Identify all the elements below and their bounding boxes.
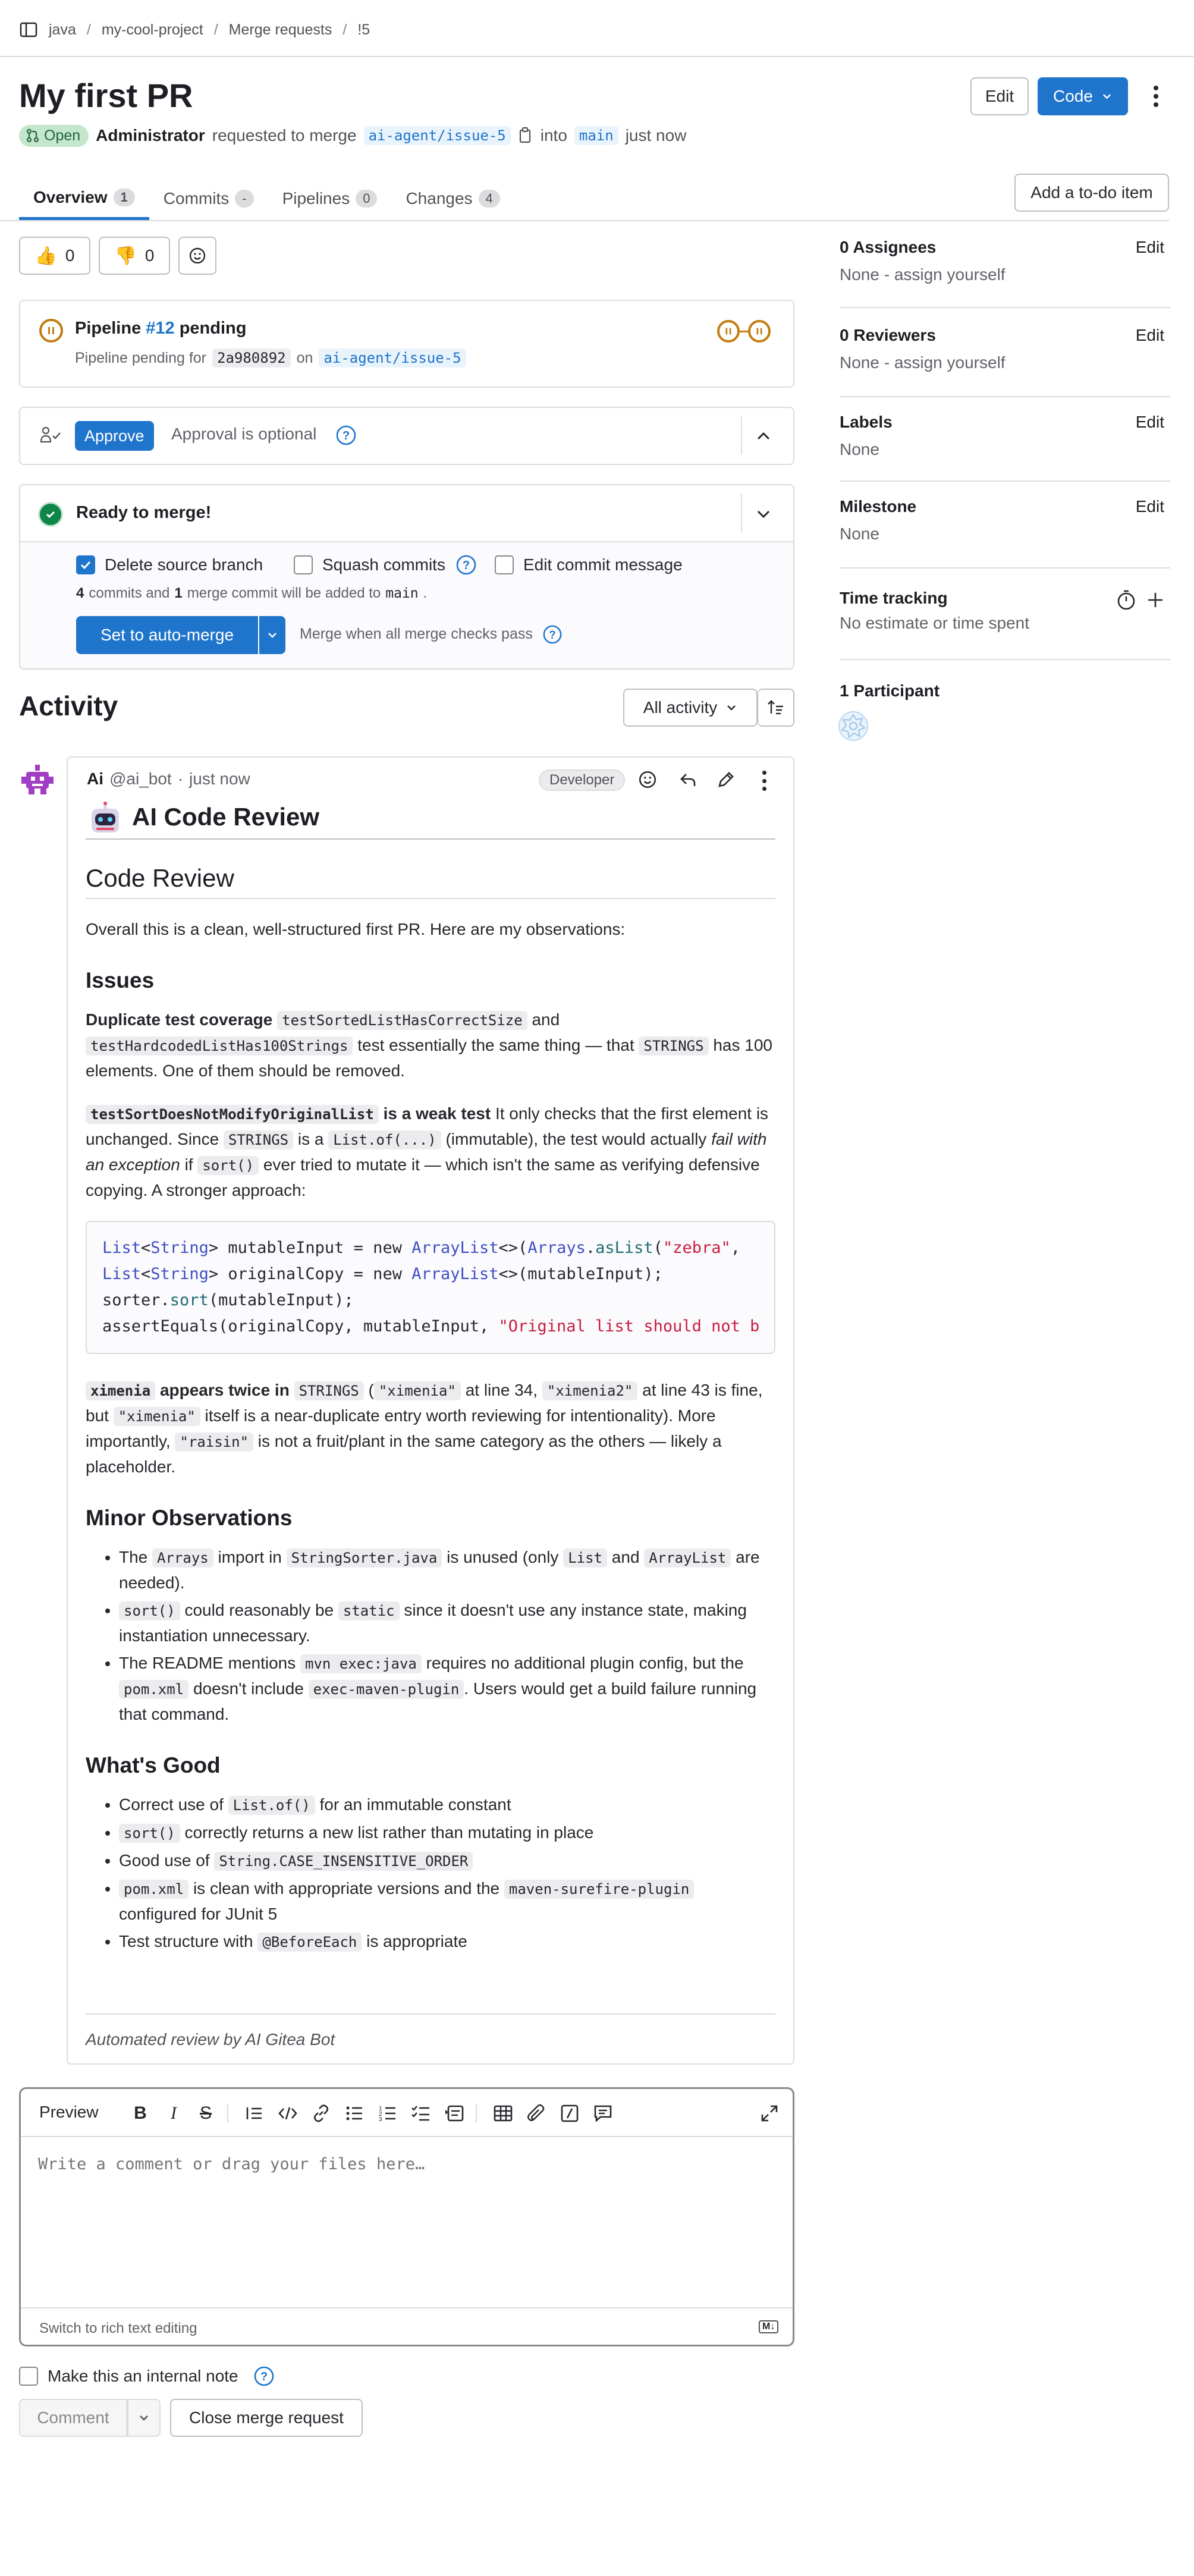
note-body: [86, 866, 775, 1961]
participants-title: 1 Participant: [840, 681, 940, 700]
edit-button[interactable]: Edit: [970, 77, 1029, 115]
chevron-down-icon: [266, 629, 278, 641]
edit-commit-message-label[interactable]: Edit commit message: [523, 555, 683, 574]
approval-icon: [39, 426, 62, 445]
note-time[interactable]: just now: [189, 769, 250, 788]
breadcrumb-item-java[interactable]: java: [49, 21, 76, 38]
toolbar-separator: [227, 2104, 228, 2123]
tabs-divider: [0, 220, 1169, 221]
reviewers-title: 0 Reviewers: [840, 326, 936, 344]
thumbs-down-button[interactable]: [99, 237, 170, 275]
comment-template-icon[interactable]: [592, 2103, 614, 2124]
inline-code: "ximenia": [374, 1381, 461, 1400]
reviewers-edit-button[interactable]: Edit: [1135, 326, 1164, 344]
list-item: • sort() correctly returns a new list rather than mutating in place: [119, 1820, 775, 1846]
labels-title: Labels: [840, 413, 893, 431]
markdown-icon: M↓: [759, 2320, 778, 2333]
italic-icon[interactable]: I: [171, 2103, 177, 2123]
inline-code: ximenia: [86, 1381, 155, 1400]
thumbs-up-button[interactable]: [19, 237, 90, 275]
issue-text: itself is a near-duplicate entry worth reviewing for intentionality). More importantly,: [86, 1406, 716, 1450]
sidebar-divider: [840, 307, 1170, 308]
time-tracking-value: No estimate or time spent: [840, 614, 1030, 632]
link-icon[interactable]: [310, 2103, 332, 2124]
issue-ximenia: [86, 1378, 775, 1479]
sidebar-toggle-icon[interactable]: [19, 20, 38, 39]
note-handle[interactable]: @ai_bot: [109, 769, 172, 788]
section-heading-minor: Minor Observations: [86, 1506, 293, 1530]
svg-text:1: 1: [379, 2106, 382, 2112]
reviewers-value[interactable]: None - assign yourself: [840, 353, 1006, 372]
quote-icon[interactable]: [244, 2103, 265, 2124]
labels-value: None: [840, 440, 879, 458]
assignees-value[interactable]: None - assign yourself: [840, 265, 1006, 284]
svg-text:?: ?: [260, 2370, 268, 2383]
tab-label: Commits: [163, 189, 230, 208]
pipeline-branch[interactable]: ai-agent/issue-5: [319, 348, 466, 367]
breadcrumb: [19, 18, 370, 42]
help-icon[interactable]: [455, 554, 477, 576]
code-icon[interactable]: [277, 2103, 298, 2124]
note-separator: ·: [177, 769, 184, 788]
sidebar-divider: [840, 480, 1170, 482]
delete-branch-checkbox[interactable]: [76, 555, 95, 574]
activity-filter-dropdown[interactable]: [623, 689, 758, 727]
commit-sha[interactable]: 2a980892: [212, 348, 291, 367]
auto-merge-dropdown[interactable]: [259, 616, 285, 654]
issue-duplicate-tests: [86, 1007, 775, 1083]
pipeline-pending-text: Pipeline pending for: [75, 349, 206, 366]
thumbs-down-count: 0: [144, 246, 155, 265]
more-actions-icon[interactable]: [1144, 83, 1168, 109]
issue-text: It only checks that the first element is unchanged. Since: [86, 1104, 769, 1148]
note-header: [87, 769, 250, 788]
thumbs-up-count: 0: [65, 246, 75, 265]
page-title: My first PR: [19, 77, 193, 114]
task-list-icon[interactable]: [410, 2103, 432, 2124]
merge-request-icon: [25, 128, 40, 143]
stopwatch-icon[interactable]: [1116, 589, 1137, 611]
add-reaction-button[interactable]: [178, 237, 216, 275]
collapsible-section-icon[interactable]: [444, 2103, 465, 2124]
tab-label: Overview: [33, 187, 108, 206]
svg-text:?: ?: [342, 429, 350, 442]
pipeline-stage-icon[interactable]: [717, 320, 740, 343]
table-icon[interactable]: [492, 2103, 514, 2124]
inline-code: List.of(...): [328, 1130, 441, 1149]
merge-commit-count: 1: [174, 585, 183, 601]
slash-command-icon[interactable]: [559, 2103, 580, 2124]
bot-avatar[interactable]: [18, 760, 57, 799]
issue-text: test essentially the same thing — that: [357, 1036, 634, 1054]
list-item: • The Arrays import in StringSorter.java is unused (only List and ArrayList are needed).: [119, 1545, 775, 1595]
svg-text:?: ?: [462, 559, 470, 572]
tab-pipelines[interactable]: [268, 177, 392, 220]
chevron-down-icon[interactable]: [753, 503, 774, 524]
pipeline-state: pending: [179, 319, 247, 338]
tab-count: -: [235, 190, 253, 208]
issue-text: is a: [297, 1130, 324, 1148]
requested-text: requested to merge: [212, 126, 357, 144]
into-text: into: [540, 126, 567, 144]
svg-text:?: ?: [549, 629, 556, 642]
note-more-icon[interactable]: [761, 771, 767, 791]
internal-note-checkbox[interactable]: [19, 2367, 38, 2386]
time-tracking-title: Time tracking: [840, 589, 948, 607]
squash-label[interactable]: Squash commits: [322, 555, 445, 574]
numbered-list-icon[interactable]: [377, 2103, 398, 2124]
success-check-icon: [38, 502, 63, 527]
activity-title: Activity: [19, 690, 118, 721]
milestone-title: Milestone: [840, 497, 917, 516]
target-branch-name: main: [385, 586, 419, 601]
minor-observations-list: [119, 1545, 775, 1727]
pipeline-subtext: [75, 348, 466, 367]
svg-text:3: 3: [379, 2116, 382, 2123]
sidebar-milestone: [840, 497, 1170, 544]
issue-text: (immutable), the test would actually: [445, 1130, 707, 1148]
section-heading-code-review: Code Review: [86, 866, 775, 899]
code-dropdown-button[interactable]: [1038, 77, 1128, 115]
chevron-down-icon: [725, 702, 737, 714]
list-item: • The README mentions mvn exec:java requires no additional plugin config, but the pom.xml doesn't include exec-maven-plugin . Users would get a build failure running that command.: [119, 1651, 775, 1727]
issue-text: if: [184, 1155, 193, 1174]
pipeline-panel: [19, 300, 794, 388]
thumbs-down-icon: 👎: [114, 246, 137, 266]
issue-text: ever tried to mutate it — which isn't the same as verifying defensive copying. A stronger approach:: [86, 1155, 760, 1199]
auto-merge-button[interactable]: Set to auto-merge: [76, 616, 258, 654]
sort-icon: [766, 698, 785, 717]
sidebar-divider: [840, 567, 1170, 568]
intro-paragraph: Overall this is a clean, well-structured first PR. Here are my observations:: [86, 920, 626, 938]
issue-text: has 100 elements. One of them should be removed.: [86, 1036, 772, 1080]
milestone-value: None: [840, 524, 879, 543]
merge-status-title: Ready to merge!: [76, 503, 212, 522]
commit-info-text: commits and: [89, 585, 170, 601]
issue-title: Duplicate test coverage: [86, 1010, 273, 1029]
bullet-list-icon[interactable]: [344, 2103, 365, 2124]
chevron-up-icon[interactable]: [753, 426, 774, 447]
help-icon[interactable]: [542, 624, 563, 645]
target-branch[interactable]: main: [574, 126, 618, 145]
sidebar-divider: [840, 659, 1170, 660]
thumbs-up-icon: 👍: [34, 246, 57, 266]
breadcrumb-separator: /: [343, 21, 347, 38]
commit-info-text: merge commit will be added to: [187, 585, 381, 601]
add-time-icon[interactable]: [1145, 590, 1165, 610]
status-label: Open: [44, 127, 81, 144]
merge-commit-info: 4 commits and 1 merge commit will be added to main .: [76, 585, 428, 601]
breadcrumb-separator: /: [213, 21, 218, 38]
tab-label: Changes: [406, 189, 473, 208]
review-heading: AI Code Review: [132, 803, 320, 831]
mr-tabs: [19, 177, 514, 220]
strikethrough-icon[interactable]: S: [199, 2103, 212, 2123]
issue-weak-test: [86, 1101, 775, 1203]
inline-code: testSortedListHasCorrectSize: [277, 1011, 527, 1030]
sidebar-reviewers: [840, 326, 1170, 372]
issue-text: at line 43 is fine, but: [86, 1381, 763, 1425]
edit-pencil-icon[interactable]: [716, 769, 736, 790]
header-divider: [0, 56, 1194, 57]
edit-commit-message-checkbox[interactable]: [495, 555, 514, 574]
participant-avatar[interactable]: [838, 711, 868, 741]
assignees-edit-button[interactable]: Edit: [1135, 238, 1164, 256]
copy-icon[interactable]: [518, 127, 533, 144]
inline-code: "raisin": [175, 1432, 253, 1452]
commit-count: 4: [76, 585, 84, 601]
panel-divider: [741, 494, 742, 532]
issue-text: and: [532, 1010, 560, 1029]
pipeline-link[interactable]: #12: [146, 319, 175, 338]
footer-rule: [86, 2013, 775, 2015]
sort-order-button[interactable]: [758, 689, 794, 727]
list-item: • pom.xml is clean with appropriate versions and the maven-surefire-plugin configured for JUnit 5: [119, 1876, 775, 1927]
tab-count: 0: [356, 190, 377, 208]
approve-button[interactable]: Approve: [75, 421, 154, 451]
reply-icon[interactable]: [678, 769, 698, 790]
issue-text: at line 34,: [465, 1381, 538, 1399]
sidebar-assignees: [840, 238, 1170, 284]
comment-options-dropdown[interactable]: [127, 2399, 161, 2437]
note-author[interactable]: Ai: [87, 769, 103, 788]
list-item: • Good use of String.CASE_INSENSITIVE_ORDER: [119, 1848, 775, 1874]
preview-tab[interactable]: Preview: [39, 2103, 99, 2121]
tab-changes[interactable]: [391, 177, 514, 220]
inline-code: testSortDoesNotModifyOriginalList: [86, 1105, 379, 1124]
toolbar-separator: [476, 2104, 477, 2123]
list-item: • Correct use of List.of() for an immutable constant: [119, 1792, 775, 1818]
close-merge-request-button[interactable]: Close merge request: [170, 2399, 363, 2437]
squash-checkbox[interactable]: [294, 555, 313, 574]
breadcrumb-item-project[interactable]: my-cool-project: [101, 21, 203, 38]
editor-footer-divider: [21, 2307, 793, 2308]
issue-text: (: [368, 1381, 374, 1399]
help-icon[interactable]: [335, 425, 357, 446]
issue-title: is a weak test: [383, 1104, 491, 1123]
heading-rule: [86, 838, 775, 840]
internal-note-label[interactable]: Make this an internal note: [48, 2367, 238, 2385]
comment-textarea[interactable]: [30, 2147, 783, 2295]
smiley-icon: [188, 246, 207, 265]
section-heading-issues: Issues: [86, 968, 155, 992]
inline-code: STRINGS: [294, 1381, 364, 1400]
whats-good-list: [119, 1792, 775, 1955]
sidebar-labels: [840, 413, 1170, 459]
inline-code: STRINGS: [224, 1130, 293, 1149]
pipeline-label: Pipeline: [75, 319, 142, 338]
activity-filter-label: All activity: [643, 698, 718, 717]
milestone-edit-button[interactable]: Edit: [1135, 497, 1164, 516]
pipeline-stage-connector: [740, 331, 748, 332]
labels-edit-button[interactable]: Edit: [1135, 413, 1164, 431]
help-icon[interactable]: [253, 2365, 275, 2387]
inline-code: testHardcodedListHas100Strings: [86, 1036, 353, 1055]
role-badge: Developer: [539, 769, 625, 791]
editor-toolbar-divider: [21, 2136, 793, 2137]
list-item: • Test structure with @BeforeEach is appropriate: [119, 1929, 775, 1955]
merge-when-text: Merge when all merge checks pass: [300, 626, 533, 642]
pipeline-pending-icon: [39, 319, 63, 343]
attachment-icon[interactable]: [526, 2103, 547, 2124]
add-todo-button[interactable]: Add a to-do item: [1014, 174, 1169, 212]
pipeline-on-text: on: [296, 349, 313, 366]
tab-count: 4: [479, 190, 500, 208]
tab-overview[interactable]: [19, 177, 149, 220]
pipeline-title: [75, 319, 246, 338]
breadcrumb-item-mr[interactable]: !5: [357, 21, 370, 38]
tab-commits[interactable]: [149, 177, 268, 220]
switch-rich-text-link[interactable]: Switch to rich text editing: [39, 2320, 197, 2336]
inline-code: STRINGS: [639, 1036, 708, 1055]
tab-count: 1: [114, 189, 135, 206]
section-heading-good: What's Good: [86, 1753, 221, 1777]
chevron-down-icon: [1101, 90, 1113, 102]
breadcrumb-separator: /: [86, 21, 91, 38]
bold-icon[interactable]: B: [134, 2103, 147, 2123]
assignees-title: 0 Assignees: [840, 238, 937, 256]
inline-code: "ximenia": [114, 1407, 200, 1426]
issue-title: appears twice in: [159, 1381, 290, 1399]
tab-label: Pipelines: [282, 189, 350, 208]
source-branch[interactable]: ai-agent/issue-5: [364, 126, 511, 145]
code-button-label: Code: [1053, 87, 1093, 105]
inline-code: "ximenia2": [542, 1381, 638, 1400]
chevron-down-icon: [138, 2412, 150, 2424]
status-badge: [19, 125, 89, 147]
sidebar-divider: [840, 396, 1170, 397]
code-block[interactable]: List<String> mutableInput = new ArrayList<>(Arrays.asList("zebra", List<String> originalCopy = new ArrayList<>(mutableInput); sorter.sort(mutableInput); assertEquals(originalCopy, mutableInput, "Original list should not b: [86, 1221, 775, 1354]
delete-branch-label[interactable]: Delete source branch: [105, 555, 263, 574]
note-footer: Automated review by AI Gitea Bot: [86, 2030, 335, 2049]
emphasis-text: fail with an exception: [86, 1130, 767, 1174]
created-time: just now: [625, 126, 687, 144]
breadcrumb-item-merge-requests[interactable]: Merge requests: [228, 21, 332, 38]
svg-text:2: 2: [379, 2111, 382, 2118]
author-name[interactable]: Administrator: [96, 126, 205, 144]
fullscreen-icon[interactable]: [759, 2103, 780, 2124]
approval-text: Approval is optional: [171, 425, 317, 443]
pipeline-stage-icon[interactable]: [748, 320, 771, 343]
mr-meta-line: [19, 122, 686, 149]
issue-text: is not a fruit/plant in the same category as the others — likely a placeholder.: [86, 1432, 722, 1476]
inline-code: sort(): [197, 1156, 259, 1175]
sidebar-participants: [840, 681, 1170, 700]
list-item: • sort() could reasonably be static since it doesn't use any instance state, making instantiation unnecessary.: [119, 1598, 775, 1648]
smiley-icon[interactable]: [637, 769, 658, 790]
panel-divider: [741, 416, 742, 454]
robot-emoji-icon: [88, 802, 122, 836]
comment-button[interactable]: Comment: [19, 2399, 127, 2437]
